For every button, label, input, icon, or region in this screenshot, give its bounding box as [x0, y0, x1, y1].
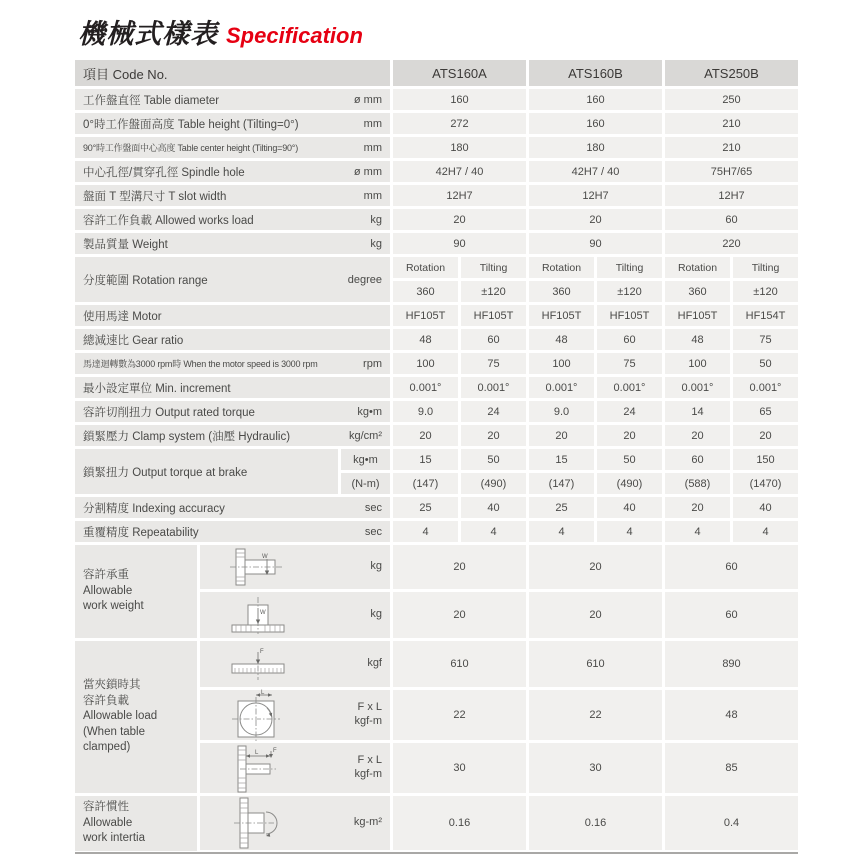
- unit-label-line: kg: [370, 608, 382, 621]
- spec-value-cell: 180: [529, 137, 662, 158]
- axis-subheader-cell: Rotation: [529, 257, 594, 278]
- spec-value-cell: 20: [393, 592, 526, 638]
- spec-value-cell: 0.4: [665, 796, 798, 850]
- svg-text:W: W: [262, 554, 268, 560]
- spec-value-cell: ±120: [461, 281, 526, 302]
- svg-text:W: W: [260, 610, 266, 616]
- icon-row: [200, 592, 798, 638]
- section-label-line: Allowable load: [83, 710, 158, 723]
- spec-value-cell: (588): [665, 473, 730, 494]
- spec-row: [75, 305, 798, 326]
- unit-label-line: kgf-m: [354, 715, 382, 727]
- row-label-text: 盤面 T 型溝尺寸 T slot width: [83, 190, 227, 203]
- spec-value-cell: 150: [733, 449, 798, 470]
- spec-value-cell: 360: [665, 281, 730, 302]
- spec-value-cell: 890: [665, 641, 798, 687]
- spec-value-cell: 210: [665, 113, 798, 134]
- spec-row: [75, 353, 798, 374]
- unit-label-line: kg: [370, 560, 382, 573]
- spec-value-cell: 12H7: [665, 185, 798, 206]
- spec-value-cell: 50: [461, 449, 526, 470]
- icon-row: [200, 641, 798, 687]
- spec-value-cell: 30: [393, 743, 526, 793]
- icon-section-rows: [200, 545, 798, 638]
- spec-value-cell: 48: [393, 329, 458, 350]
- page-title: [78, 12, 363, 51]
- section-label-line: work intertia: [83, 832, 145, 845]
- icon-section: [75, 545, 798, 638]
- spec-value-cell: 75: [461, 353, 526, 374]
- subrow: [393, 473, 798, 494]
- unit-label: [354, 816, 382, 830]
- row-label: [75, 449, 338, 494]
- page-title-en: Specification: [226, 23, 363, 48]
- spec-value-cell: 20: [665, 425, 730, 446]
- icon-section: [75, 796, 798, 851]
- moment-load-top-icon: [226, 689, 284, 741]
- spec-value-cell: 610: [529, 641, 662, 687]
- axis-subheader-cell: Tilting: [461, 257, 526, 278]
- subrow: [393, 281, 798, 302]
- spec-value-cell: 4: [393, 521, 458, 542]
- spec-value-cell: 30: [529, 743, 662, 793]
- spec-value-cell: 60: [597, 329, 662, 350]
- unit-label: [370, 608, 382, 622]
- spec-row: [75, 209, 798, 230]
- spec-value-cell: ±120: [733, 281, 798, 302]
- brake-subgrid: [393, 449, 798, 494]
- spec-value-cell: (490): [597, 473, 662, 494]
- unit-label: mm: [363, 141, 382, 154]
- spec-value-cell: 22: [393, 690, 526, 740]
- spec-value-cell: 20: [393, 425, 458, 446]
- spec-value-cell: 15: [393, 449, 458, 470]
- unit-label-line: kgf: [367, 657, 382, 670]
- section-label-line: Allowable: [83, 816, 133, 829]
- spec-value-cell: 15: [529, 449, 594, 470]
- spec-value-cell: 160: [529, 113, 662, 134]
- unit-label: [370, 560, 382, 574]
- section-label-line: 容許承重: [83, 569, 129, 582]
- row-label-text: 重覆精度 Repeatability: [83, 526, 199, 539]
- spec-value-cell: 48: [665, 690, 798, 740]
- spec-value-cell: 0.001°: [393, 377, 458, 398]
- spec-value-cell: 50: [597, 449, 662, 470]
- spec-value-cell: 60: [665, 592, 798, 638]
- section-label: [75, 796, 197, 851]
- brake-unit-column: [341, 449, 390, 494]
- spec-row: [75, 401, 798, 422]
- section-label-line: 容許負載: [83, 694, 129, 707]
- spec-value-cell: HF105T: [597, 305, 662, 326]
- spec-value-cell: 360: [393, 281, 458, 302]
- specification-table: [75, 60, 798, 854]
- spec-value-cell: 85: [665, 743, 798, 793]
- spec-value-cell: 160: [393, 89, 526, 110]
- unit-label: degree: [347, 273, 382, 286]
- row-label-text: 製品質量 Weight: [83, 238, 168, 251]
- row-label: [75, 209, 390, 230]
- code-no-header: 項目 Code No.: [75, 60, 390, 86]
- spec-value-cell: 20: [461, 425, 526, 446]
- spec-row: [75, 161, 798, 182]
- subrow: [393, 449, 798, 470]
- row-label: [75, 161, 390, 182]
- diagram-cell: [200, 641, 390, 687]
- spec-value-cell: HF105T: [461, 305, 526, 326]
- spec-value-cell: 210: [665, 137, 798, 158]
- spec-value-cell: 24: [461, 401, 526, 422]
- icon-row: [200, 743, 798, 793]
- unit-label: kg: [370, 237, 382, 250]
- table-header-row: [75, 60, 798, 86]
- spec-value-cell: 4: [597, 521, 662, 542]
- row-label-text: 工作盤直徑 Table diameter: [83, 94, 220, 107]
- spec-value-cell: 250: [665, 89, 798, 110]
- spec-value-cell: 160: [529, 89, 662, 110]
- unit-label-line: kgf-m: [354, 768, 382, 780]
- unit-label: [355, 754, 383, 782]
- section-label: [75, 545, 197, 638]
- svg-text:L: L: [261, 690, 265, 696]
- spec-value-cell: 12H7: [393, 185, 526, 206]
- spec-value-cell: 272: [393, 113, 526, 134]
- spec-value-cell: 0.001°: [733, 377, 798, 398]
- row-label-text: 鎖緊壓力 Clamp system (油壓 Hydraulic): [83, 430, 291, 443]
- axis-subheader-cell: Tilting: [733, 257, 798, 278]
- section-label-line: (When table: [83, 725, 146, 738]
- spec-value-cell: 220: [665, 233, 798, 254]
- icon-row: [200, 796, 798, 850]
- section-label-line: clamped): [83, 741, 131, 754]
- spec-value-cell: (147): [529, 473, 594, 494]
- row-label: [75, 521, 390, 542]
- thrust-load-icon: [226, 644, 290, 684]
- spec-row-group: [75, 257, 798, 302]
- row-label: [75, 401, 390, 422]
- spec-value-cell: 60: [665, 209, 798, 230]
- row-label-text: 使用馬達 Motor: [83, 310, 162, 323]
- axis-subheader-cell: Tilting: [597, 257, 662, 278]
- spec-value-cell: 12H7: [529, 185, 662, 206]
- spec-value-cell: 0.16: [529, 796, 662, 850]
- spec-value-cell: 42H7 / 40: [393, 161, 526, 182]
- spec-value-cell: HF105T: [393, 305, 458, 326]
- spec-value-cell: 4: [665, 521, 730, 542]
- row-label-text: 0°時工作盤面高度 Table height (Tilting=0°): [83, 118, 299, 131]
- unit-label: ø mm: [353, 93, 382, 106]
- spec-value-cell: 0.001°: [665, 377, 730, 398]
- spec-value-cell: 9.0: [529, 401, 594, 422]
- spec-value-cell: (1470): [733, 473, 798, 494]
- row-label-text: 分割精度 Indexing accuracy: [83, 502, 225, 515]
- axis-subheader-cell: Rotation: [393, 257, 458, 278]
- row-label-text: 馬達迴轉數為3000 rpm時 When the motor speed is 3000 rpm: [83, 359, 318, 369]
- section-label: [75, 641, 197, 793]
- spec-row: [75, 521, 798, 542]
- unit-label: kg•m: [357, 405, 382, 418]
- unit-label: sec: [364, 525, 382, 538]
- row-label: [75, 425, 390, 446]
- spec-value-cell: 75: [597, 353, 662, 374]
- spec-value-cell: 20: [597, 425, 662, 446]
- unit-label: ø mm: [353, 165, 382, 178]
- row-label: [75, 353, 390, 374]
- spec-value-cell: 9.0: [393, 401, 458, 422]
- section-label-line: Allowable: [83, 584, 133, 597]
- row-label: [75, 257, 390, 302]
- spec-value-cell: 20: [733, 425, 798, 446]
- spec-value-cell: 22: [529, 690, 662, 740]
- spec-value-cell: 20: [665, 497, 730, 518]
- spec-value-cell: 0.001°: [529, 377, 594, 398]
- work-inertia-icon: [226, 796, 284, 850]
- spec-value-cell: 50: [733, 353, 798, 374]
- icon-section: [75, 641, 798, 793]
- spec-row: [75, 113, 798, 134]
- svg-text:F: F: [260, 649, 264, 655]
- spec-value-cell: HF105T: [665, 305, 730, 326]
- spec-row-brake: [75, 449, 798, 494]
- spec-value-cell: 40: [461, 497, 526, 518]
- spec-value-cell: 20: [529, 545, 662, 589]
- spec-row: [75, 89, 798, 110]
- spec-value-cell: 75: [733, 329, 798, 350]
- spec-row: [75, 185, 798, 206]
- spec-value-cell: 4: [733, 521, 798, 542]
- spec-value-cell: 20: [393, 545, 526, 589]
- moment-load-side-icon: [226, 742, 284, 794]
- spec-row: [75, 137, 798, 158]
- spec-value-cell: 90: [393, 233, 526, 254]
- svg-text:L: L: [255, 750, 259, 756]
- svg-text:F: F: [273, 748, 277, 754]
- spec-value-cell: 40: [597, 497, 662, 518]
- spec-value-cell: 4: [529, 521, 594, 542]
- spec-value-cell: 20: [529, 425, 594, 446]
- spec-row: [75, 425, 798, 446]
- spec-value-cell: 60: [665, 545, 798, 589]
- spec-value-cell: 48: [529, 329, 594, 350]
- diagram-cell: [200, 592, 390, 638]
- row-label-text: 最小設定單位 Min. increment: [83, 382, 231, 395]
- spec-value-cell: 90: [529, 233, 662, 254]
- spec-value-cell: 180: [393, 137, 526, 158]
- spec-value-cell: 75H7/65: [665, 161, 798, 182]
- icon-row: [200, 690, 798, 740]
- row-label: [75, 185, 390, 206]
- row-label-text: 容許工作負載 Allowed works load: [83, 214, 254, 227]
- row-label-text: 90°時工作盤面中心高度 Table center height (Tilting=90°): [83, 143, 298, 153]
- spec-row: [75, 329, 798, 350]
- unit-label: [367, 657, 382, 671]
- section-label-line: 當夾鎖時其: [83, 679, 141, 692]
- spec-value-cell: 20: [529, 592, 662, 638]
- row-label: [75, 89, 390, 110]
- spec-value-cell: 25: [393, 497, 458, 518]
- spec-value-cell: 42H7 / 40: [529, 161, 662, 182]
- unit-label: kg/cm²: [349, 429, 382, 442]
- spec-value-cell: 0.16: [393, 796, 526, 850]
- model-header-ats160b: ATS160B: [529, 60, 662, 86]
- icon-row: [200, 545, 798, 589]
- unit-label: kg: [370, 213, 382, 226]
- diagram-cell: [200, 545, 390, 589]
- section-label-line: work weight: [83, 600, 144, 613]
- row-label-text: 容許切削扭力 Output rated torque: [83, 406, 255, 419]
- spec-row: [75, 497, 798, 518]
- unit-label-line: kg-m²: [353, 816, 382, 829]
- diagram-cell: [200, 796, 390, 850]
- spec-value-cell: 0.001°: [461, 377, 526, 398]
- spec-value-cell: 48: [665, 329, 730, 350]
- row-label: [75, 113, 390, 134]
- model-header-ats160a: ATS160A: [393, 60, 526, 86]
- rotation-subgrid: [393, 257, 798, 302]
- spec-value-cell: 100: [665, 353, 730, 374]
- unit-label: mm: [363, 189, 382, 202]
- row-label-text: 總減速比 Gear ratio: [83, 334, 184, 347]
- row-label: [75, 305, 390, 326]
- icon-section-rows: [200, 796, 798, 851]
- spec-value-cell: ±120: [597, 281, 662, 302]
- icon-section-rows: [200, 641, 798, 793]
- unit-label: (N-m): [341, 473, 390, 494]
- horizontal-table-load-icon: [226, 547, 290, 587]
- spec-value-cell: 40: [733, 497, 798, 518]
- row-label-text: 鎖緊扭力 Output torque at brake: [83, 466, 248, 479]
- spec-value-cell: 25: [529, 497, 594, 518]
- spec-value-cell: (490): [461, 473, 526, 494]
- spec-value-cell: 20: [529, 209, 662, 230]
- unit-label: mm: [363, 117, 382, 130]
- spec-value-cell: 65: [733, 401, 798, 422]
- row-label: [75, 329, 390, 350]
- row-label-text: 分度範圍 Rotation range: [83, 274, 208, 287]
- spec-row: [75, 377, 798, 398]
- axis-subheader-cell: Rotation: [665, 257, 730, 278]
- diagram-cell: [200, 743, 390, 793]
- spec-value-cell: 360: [529, 281, 594, 302]
- spec-value-cell: 610: [393, 641, 526, 687]
- spec-value-cell: HF105T: [529, 305, 594, 326]
- spec-value-cell: 24: [597, 401, 662, 422]
- diagram-cell: [200, 690, 390, 740]
- spec-value-cell: 100: [529, 353, 594, 374]
- page-title-zh: 機械式樣表: [78, 19, 218, 49]
- spec-value-cell: 100: [393, 353, 458, 374]
- unit-label: [355, 701, 383, 729]
- row-label-text: 中心孔徑/貫穿孔徑 Spindle hole: [83, 166, 245, 179]
- spec-value-cell: 60: [461, 329, 526, 350]
- unit-label-line: F x L: [357, 701, 382, 714]
- model-header-ats250b: ATS250B: [665, 60, 798, 86]
- row-label: [75, 497, 390, 518]
- row-label: [75, 233, 390, 254]
- unit-label: sec: [364, 501, 382, 514]
- spec-value-cell: 14: [665, 401, 730, 422]
- spec-value-cell: 20: [393, 209, 526, 230]
- spec-row: [75, 233, 798, 254]
- spec-value-cell: (147): [393, 473, 458, 494]
- spec-value-cell: 0.001°: [597, 377, 662, 398]
- spec-value-cell: 4: [461, 521, 526, 542]
- row-label: [75, 137, 390, 158]
- unit-label: rpm: [363, 357, 382, 370]
- section-label-line: 容許慣性: [83, 801, 129, 813]
- row-label: [75, 377, 390, 398]
- spec-value-cell: 60: [665, 449, 730, 470]
- subrow: [393, 257, 798, 278]
- unit-label-line: F x L: [357, 754, 382, 767]
- unit-label: kg•m: [341, 449, 390, 470]
- vertical-table-load-icon: [226, 595, 290, 635]
- spec-value-cell: HF154T: [733, 305, 798, 326]
